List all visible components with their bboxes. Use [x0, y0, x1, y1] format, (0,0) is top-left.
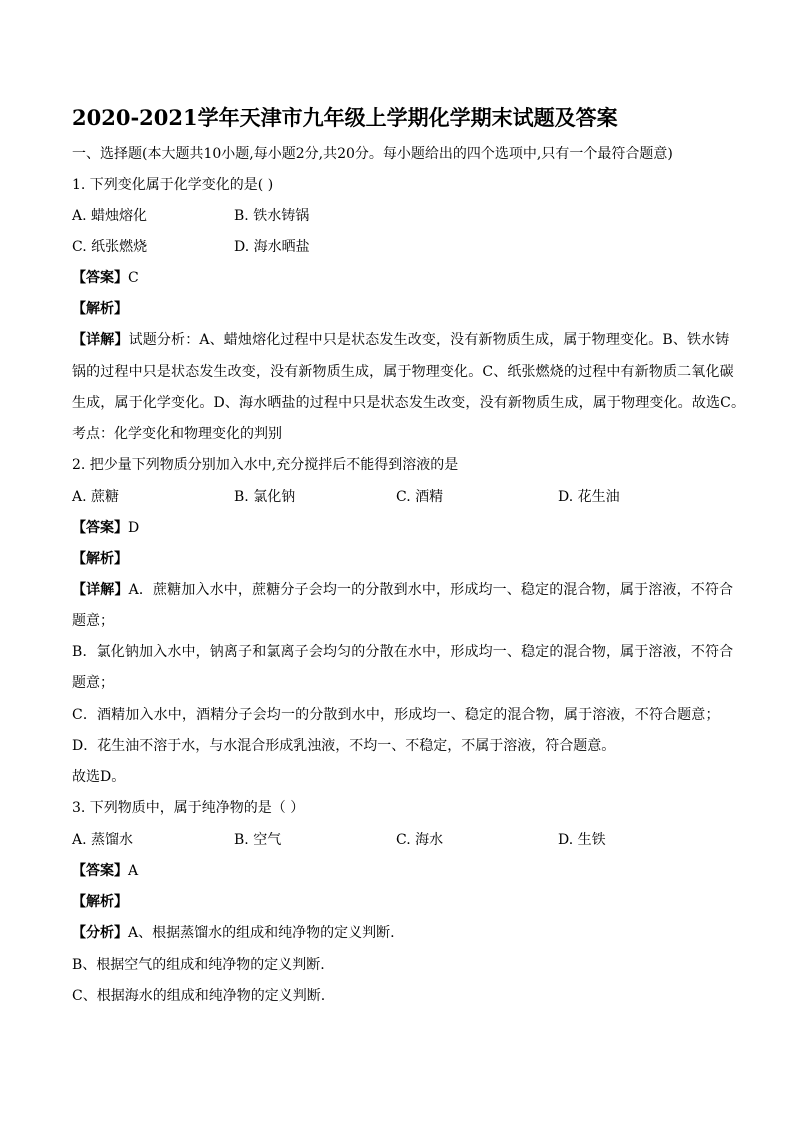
question-1-explanation-line: 考点：化学变化和物理变化的判别	[72, 426, 282, 442]
question-2-analysis-tag	[72, 549, 128, 569]
answer-tag: 【答案】	[72, 520, 128, 536]
question-1-option-d: D. 海水晒盐	[234, 239, 310, 255]
analysis-tag: 【解析】	[72, 551, 128, 567]
question-3-option-a: A. 蒸馏水	[72, 832, 134, 848]
question-1-explanation-line: 锅的过程中只是状态发生改变，没有新物质生成，属于物理变化。C、纸张燃烧的过程中有新物质二氧化碳	[72, 364, 734, 380]
explanation-text: A、根据蒸馏水的组成和纯净物的定义判断.	[128, 925, 395, 941]
question-2-option-d: D. 花生油	[558, 489, 620, 505]
explanation-text: 试题分析：A、蜡烛熔化过程中只是状态发生改变，没有新物质生成，属于物理变化。B、铁水铸	[128, 332, 730, 348]
question-3-answer	[72, 861, 138, 881]
question-2-explanation-line: 故选D。	[72, 769, 126, 785]
answer-value: C	[128, 270, 139, 286]
question-3-option-d: D. 生铁	[558, 832, 606, 848]
answer-tag: 【答案】	[72, 270, 128, 286]
question-1-answer	[72, 268, 139, 288]
question-3-explanation-line: B、根据空气的组成和纯净物的定义判断.	[72, 957, 325, 973]
detail-tag: 【详解】	[72, 582, 129, 598]
question-2-stem: 2. 把少量下列物质分别加入水中,充分搅拌后不能得到溶液的是	[72, 457, 459, 473]
question-1-option-c: C. 纸张燃烧	[72, 239, 148, 255]
question-1-explanation-line: 生成，属于化学变化。D、海水晒盐的过程中只是状态发生改变，没有新物质生成，属于物理变化。故选C。	[72, 395, 746, 411]
answer-tag: 【答案】	[72, 863, 128, 879]
question-2-explanation-line	[72, 580, 734, 600]
question-3-option-b: B. 空气	[234, 832, 282, 848]
question-2-explanation-line: D．花生油不溶于水，与水混合形成乳浊液，不均一、不稳定，不属于溶液，符合题意。	[72, 738, 616, 754]
section-heading: 一、选择题(本大题共10小题,每小题2分,共20分。每小题给出的四个选项中,只有一个最符合题意)	[72, 146, 673, 162]
question-2-explanation-line: B．氯化钠加入水中，钠离子和氯离子会均匀的分散在水中，形成均一、稳定的混合物，属于溶液，不符合	[72, 644, 734, 660]
question-1-explanation-line	[72, 330, 730, 350]
answer-value: D	[128, 520, 140, 536]
question-1-option-b: B. 铁水铸锅	[234, 208, 310, 224]
question-1-option-a: A. 蜡烛熔化	[72, 208, 148, 224]
question-2-explanation-line: 题意；	[72, 613, 114, 629]
answer-value: A	[128, 863, 139, 879]
analysis-tag: 【解析】	[72, 894, 128, 910]
question-2-explanation-line: 题意；	[72, 675, 114, 691]
question-3-explanation-line: C、根据海水的组成和纯净物的定义判断.	[72, 988, 326, 1004]
question-3-stem: 3. 下列物质中，属于纯净物的是（ ）	[72, 800, 305, 816]
question-3-option-c: C. 海水	[396, 832, 444, 848]
analysis-tag: 【解析】	[72, 301, 128, 317]
question-3-analysis-tag	[72, 892, 128, 912]
explanation-text: A．蔗糖加入水中，蔗糖分子会均一的分散到水中，形成均一、稳定的混合物，属于溶液，不符合	[128, 582, 734, 598]
question-2-explanation-line: C．酒精加入水中，酒精分子会均一的分散到水中，形成均一、稳定的混合物，属于溶液，不符合题意；	[72, 707, 720, 723]
question-3-explanation-line	[72, 923, 395, 943]
page-title: 2020-2021学年天津市九年级上学期化学期末试题及答案	[72, 105, 618, 130]
question-1-analysis-tag	[72, 299, 128, 319]
fenxi-tag: 【分析】	[72, 925, 128, 941]
question-1-stem: 1. 下列变化属于化学变化的是( )	[72, 177, 274, 193]
question-2-option-c: C. 酒精	[396, 489, 444, 505]
detail-tag: 【详解】	[72, 332, 129, 348]
question-2-option-b: B. 氯化钠	[234, 489, 296, 505]
question-2-answer	[72, 518, 139, 538]
question-2-option-a: A. 蔗糖	[72, 489, 120, 505]
